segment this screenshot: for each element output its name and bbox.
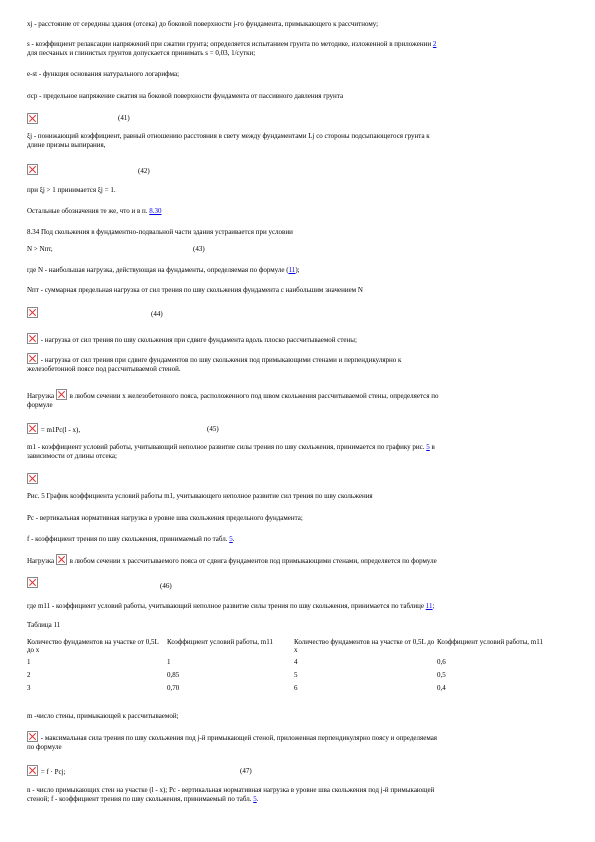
text-line: - нагрузка от сил трения по шву скольжения при сдвиге фундамента вдоль плоско рассчитываемой стены; [27, 333, 567, 345]
table-cell: 2 [27, 671, 31, 679]
text-line: при ξj > 1 принимается ξj = 1. [27, 186, 116, 194]
formula-number: (47) [240, 767, 252, 775]
table-cell: 0,4 [437, 684, 446, 692]
text-line: 8.34 Под скольжения в фундаментно-подвальной части здания устраивается при условии [27, 228, 293, 236]
text-line: Нагрузка в любом сечении x рассчитываемого пояса от сдвига фундаментов под примыкающими стенами, определяется по формуле [27, 554, 567, 566]
table-cell: 0,5 [437, 671, 446, 679]
table-cell: 0,70 [167, 684, 180, 692]
table-cell: 1 [167, 658, 171, 666]
table-caption: Таблица 11 [27, 621, 61, 629]
text-line: где N - наибольшая нагрузка, действующая на фундаменты, определяемая по формуле (11); [27, 266, 300, 274]
broken-image-icon [27, 333, 38, 344]
formula-number: (46) [160, 582, 172, 590]
broken-image-icon [27, 113, 38, 124]
text-line: f - коэффициент трения по шву скольжения, принимаемый по табл. 5. [27, 535, 235, 543]
broken-image-icon [27, 423, 38, 434]
text-line: где m11 - коэффициент условий работы, учитывающий неполное развитие силы трения по шву скольжения, принимается по таблице 11; [27, 602, 435, 610]
table-header-cell: Количество фундаментов на участке от 0,5L до x [27, 638, 159, 654]
text-line: n - число примыкающих стен на участке (l - x); Pc - вертикальная нормативная нагрузка в уровне шва скольжения под j-й примыкающей стеной; f - коэффициент трения по шву скольжения, принимаемый по табл. 5. [27, 786, 435, 803]
table-cell: 4 [294, 658, 298, 666]
text-line: - нагрузка от сил трения при сдвиге фундаментов по шву скольжения под примыкающими стенами и перпендикулярно к железобетонной поясе под рассчитываемой стеной. [27, 353, 567, 374]
link-appendix[interactable]: 2 [432, 40, 437, 48]
text-line: Рис. 5 График коэффициента условий работы m1, учитывающего неполное развитие сил трения по шву скольжения [27, 492, 373, 500]
table-header-row [27, 638, 557, 658]
text-line: Pc - вертикальная нормативная нагрузка в уровне шва скольжения предельного фундамента; [27, 514, 303, 522]
link-clause[interactable]: 8.30 [149, 207, 162, 215]
broken-image-icon [56, 389, 67, 400]
table-header-cell: Коэффициент условий работы, m11 [167, 638, 273, 646]
formula-44 [27, 307, 163, 319]
table-cell: 3 [27, 684, 31, 692]
table-cell: 6 [294, 684, 298, 692]
text-line: Остальные обозначения те же, что и в п. 8.30 [27, 207, 162, 215]
table-row [27, 671, 557, 684]
broken-image-icon [27, 307, 38, 318]
table-cell: 5 [294, 671, 298, 679]
table-11 [27, 638, 557, 697]
text-line: m1 - коэффициент условий работы, учитывающий неполное развитие силы трения по шву скольжения, принимается по графику рис. 5 в зависимости от длины отсека; [27, 443, 435, 460]
broken-image-icon [56, 554, 67, 565]
table-row [27, 684, 557, 697]
text-line: Nпт - суммарная предельная нагрузка от сил трения по шву скольжения фундамента с наибольшим значением N [27, 286, 363, 294]
table-cell: 1 [27, 658, 31, 666]
text-line: Нагрузка в любом сечении x железобетонного пояса, расположенного под швом скольжения рассчитываемой стены, определяется по формуле [27, 389, 567, 410]
text-line: - максимальная сила трения по шву скольжения под j-й примыкающей стеной, приложенная перпендикулярно поясу и определяемая по формуле [27, 731, 567, 752]
formula-text: N > Nпт, [27, 245, 53, 253]
broken-image-icon [27, 473, 38, 484]
table-header-cell: Количество фундаментов на участке от 0,5L до x [294, 638, 435, 654]
table-cell: 0,6 [437, 658, 446, 666]
broken-image-icon [27, 731, 38, 742]
formula-number: (41) [118, 114, 130, 122]
broken-image-icon [27, 164, 38, 175]
formula-46 [27, 577, 172, 590]
link-table-11[interactable]: 11 [425, 602, 433, 610]
formula-41 [27, 113, 130, 125]
link-formula-11[interactable]: 11 [288, 266, 296, 274]
formula-text: = f · Pcj; [39, 768, 66, 776]
link-table-5[interactable]: 5 [253, 795, 257, 803]
link-table-5[interactable]: 5 [229, 535, 233, 543]
broken-image-icon [27, 765, 38, 776]
link-figure-5[interactable]: 5 [426, 443, 430, 451]
text-line: ξj - понижающий коэффициент, равный отношению расстояния в свету между фундаментами Lj со стороны подсыпающегося грунта к длине призмы выпирания, [27, 132, 430, 149]
formula-42 [27, 164, 150, 176]
table-header-cell: Коэффициент условий работы, m11 [437, 638, 543, 646]
formula-number: (44) [151, 310, 163, 318]
broken-image-icon [27, 353, 38, 364]
formula-number: (43) [193, 245, 205, 253]
formula-number: (42) [138, 167, 150, 175]
formula-47 [27, 765, 327, 777]
text-line: s - коэффициент релаксации напряжений при сжатии грунта; определяется испытанием грунта по методике, изложенной в приложении 2 для песчаных и глинистых грунтов допускается принимать s = 0,03, 1/сутки; [27, 40, 437, 57]
text-line: xj - расстояние от середины здания (отсека) до боковой поверхности j-го фундамента, примыкающего к рассчитному; [27, 20, 379, 28]
text-line: σср - предельное напряжение сжатия на боковой поверхности фундамента от пассивного давления грунта [27, 92, 344, 100]
broken-image-icon [27, 577, 38, 588]
formula-number: (45) [207, 425, 219, 433]
formula-45 [27, 423, 327, 435]
formula-text: = m1Pc(l - x), [39, 426, 81, 434]
text-line: e-st - функция основания натурального логарифма; [27, 70, 180, 78]
formula-43 [27, 245, 327, 254]
table-row [27, 658, 557, 671]
text-line: m -число стены, примыкающей к рассчитываемой; [27, 712, 179, 720]
figure-5-image [27, 473, 39, 485]
table-cell: 0,85 [167, 671, 180, 679]
